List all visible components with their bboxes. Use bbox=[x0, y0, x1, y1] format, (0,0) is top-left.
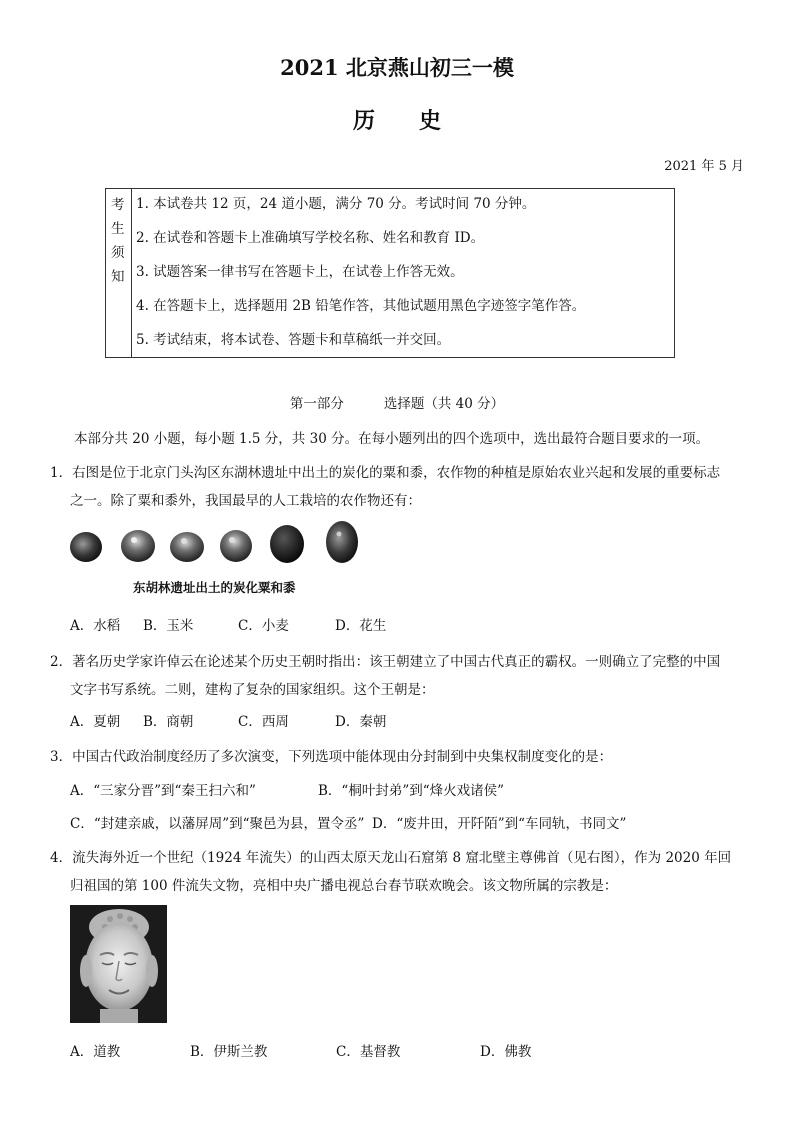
q4-option-b[interactable]: B．伊斯兰教 bbox=[190, 1044, 268, 1060]
question-4-line-2: 归祖国的第 100 件流失文物，亮相中央广播电视总台春节联欢晚会。该文物所属的宗教是： bbox=[70, 878, 618, 894]
question-2-line-1: 2．著名历史学家许倬云在论述某个历史王朝时指出：该王朝建立了中国古代真正的霸权。一则确立了完整的中国 bbox=[50, 654, 721, 670]
section-name: 选择题（共 40 分） bbox=[383, 396, 505, 412]
question-3-line-1: 3．中国古代政治制度经历了多次演变，下列选项中能体现由分封制到中央集权制度变化的是： bbox=[50, 749, 613, 765]
question-1-line-2: 之一。除了粟和黍外，我国最早的人工栽培的农作物还有： bbox=[70, 493, 421, 509]
q3-option-b[interactable]: B．“桐叶封弟”到“烽火戏诸侯” bbox=[318, 783, 505, 799]
q3-option-a[interactable]: A．“三家分晋”到“秦王扫六和” bbox=[70, 783, 256, 799]
q2-option-d[interactable]: D．秦朝 bbox=[335, 714, 387, 730]
notice-rule-3: 3. 试题答案一律书写在答题卡上，在试卷上作答无效。 bbox=[136, 264, 464, 280]
question-4-line-1: 4．流失海外近一个世纪（1924 年流失）的山西太原天龙山石窟第 8 窟北壁主尊佛首（见右图），作为 2020 年回 bbox=[50, 850, 732, 866]
notice-rule-5: 5. 考试结束，将本试卷、答题卡和草稿纸一并交回。 bbox=[136, 332, 451, 348]
buddha-head-image bbox=[70, 905, 167, 1023]
carbonized-grain-image bbox=[66, 520, 366, 570]
notice-label-char: 知 bbox=[111, 269, 125, 285]
q4-option-a[interactable]: A．道教 bbox=[70, 1044, 121, 1060]
q2-option-b[interactable]: B．商朝 bbox=[143, 714, 194, 730]
subject-char-2: 史 bbox=[419, 108, 442, 134]
page-title: 2021 北京燕山初三一模 bbox=[280, 55, 514, 80]
notice-rule-1: 1. 本试卷共 12 页，24 道小题，满分 70 分。考试时间 70 分钟。 bbox=[136, 196, 536, 212]
notice-label-char: 须 bbox=[111, 245, 125, 261]
q3-option-c[interactable]: C．“封建亲戚，以藩屏周”到“聚邑为县，置令丞” bbox=[70, 816, 365, 832]
q4-option-d[interactable]: D．佛教 bbox=[480, 1044, 532, 1060]
q1-option-a[interactable]: A．水稻 bbox=[70, 618, 121, 634]
q1-option-c[interactable]: C．小麦 bbox=[238, 618, 289, 634]
question-1-line-1: 1．右图是位于北京门头沟区东湖林遗址中出土的炭化的粟和黍，农作物的种植是原始农业兴起和发展的重要标志 bbox=[50, 465, 721, 481]
q1-option-b[interactable]: B．玉米 bbox=[143, 618, 194, 634]
section-part: 第一部分 bbox=[289, 396, 344, 412]
q2-option-c[interactable]: C．西周 bbox=[238, 714, 289, 730]
notice-rule-2: 2. 在试卷和答题卡上准确填写学校名称、姓名和教育 ID。 bbox=[136, 230, 485, 246]
exam-date: 2021 年 5 月 bbox=[664, 159, 744, 174]
q1-option-d[interactable]: D．花生 bbox=[335, 618, 387, 634]
q2-option-a[interactable]: A．夏朝 bbox=[70, 714, 121, 730]
notice-label-char: 考 bbox=[111, 197, 125, 213]
subject-title bbox=[0, 104, 794, 135]
notice-rule-4: 4. 在答题卡上，选择题用 2B 铅笔作答，其他试题用黑色字迹签字笔作答。 bbox=[136, 298, 586, 314]
notice-label-char: 生 bbox=[111, 221, 125, 237]
candidate-notice-box bbox=[105, 188, 675, 358]
question-2-line-2: 文字书写系统。二则，建构了复杂的国家组织。这个王朝是： bbox=[70, 682, 435, 698]
image-caption-grain: 东胡林遗址出土的炭化粟和黍 bbox=[133, 580, 296, 595]
section-intro: 本部分共 20 小题，每小题 1.5 分，共 30 分。在每小题列出的四个选项中，选出最符合题目要求的一项。 bbox=[74, 431, 710, 447]
section-heading bbox=[0, 392, 794, 412]
notice-label-column bbox=[106, 189, 132, 357]
q4-option-c[interactable]: C．基督教 bbox=[336, 1044, 401, 1060]
subject-char-1: 历 bbox=[352, 108, 375, 134]
q3-option-d[interactable]: D．“废井田，开阡陌”到“车同轨，书同文” bbox=[372, 816, 627, 832]
